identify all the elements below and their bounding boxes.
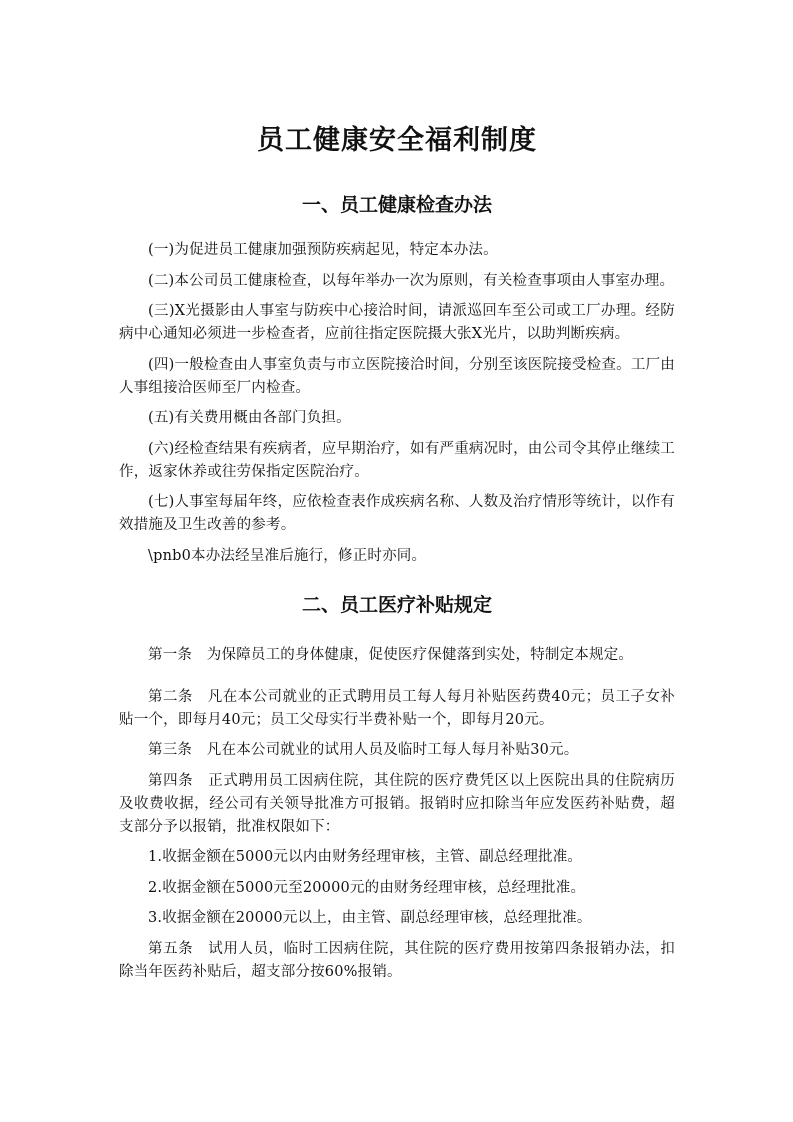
paragraph: (二)本公司员工健康检查，以每年举办一次为原则，有关检查事项由人事室办理。 — [148, 272, 675, 289]
paragraph: 第三条 凡在本公司就业的试用人员及临时工每人每月补贴30元。 — [148, 742, 579, 758]
paragraph: (一)为促进员工健康加强预防疾病起见，特定本办法。 — [148, 242, 498, 258]
section-heading-health-check: 一、员工健康检查办法 — [301, 194, 492, 216]
paragraph: \pnb0本办法经呈准后施行，修正时亦同。 — [148, 547, 427, 564]
section-body-health-check — [119, 239, 675, 568]
paragraph: 3.收据金额在20000元以上，由主管、副总经理审核，总经理批准。 — [148, 910, 592, 926]
paragraph: 1.收据金额在5000元以内由财务经理审核，主管、副总经理批准。 — [148, 849, 583, 865]
paragraph: (六)经检查结果有疾病者，应早期治疗，如有严重病况时，由公司令其停止继续工作，返家休养或往劳保指定医院治疗。 — [119, 440, 675, 480]
paragraph: 第四条 正式聘用员工因病住院，其住院的医疗费凭区以上医院出具的住院病历及收费收据，经公司有关领导批准方可报销。报销时应扣除当年应发医药补贴费，超支部分予以报销，批准权限如下： — [119, 772, 675, 835]
paragraph: 第二条 凡在本公司就业的正式聘用员工每人每月补贴医药费40元；员工子女补贴一个，即每月40元；员工父母实行半费补贴一个，即每月20元。 — [119, 688, 675, 728]
paragraph: (三)X光摄影由人事室与防疾中心接洽时间，请派巡回车至公司或工厂办理。经防病中心通知必须进一步检查者，应前往指定医院摄大张X光片，以助判断疾病。 — [119, 303, 675, 342]
paragraph: 第五条 试用人员，临时工因病住院，其住院的医疗费用按第四条报销办法，扣除当年医药补贴后，超支部分按60%报销。 — [119, 940, 675, 980]
paragraph: (四)一般检查由人事室负责与市立医院接洽时间，分别至该医院接受检查。工厂由人事组接洽医师至厂内检查。 — [119, 356, 675, 396]
section-body-medical-subsidy — [119, 644, 675, 984]
document-title: 员工健康安全福利制度 — [257, 125, 537, 156]
paragraph: (七)人事室每届年终，应依检查表作成疾病名称、人数及治疗情形等统计，以作有效措施及卫生改善的参考。 — [119, 494, 675, 533]
section-heading-medical-subsidy: 二、员工医疗补贴规定 — [301, 593, 492, 616]
paragraph: 2.收据金额在5000元至20000元的由财务经理审核，总经理批准。 — [148, 879, 586, 896]
paragraph: (五)有关费用概由各部门负担。 — [148, 410, 351, 426]
paragraph: 第一条 为保障员工的身体健康，促使医疗保健落到实处，特制定本规定。 — [148, 646, 634, 663]
